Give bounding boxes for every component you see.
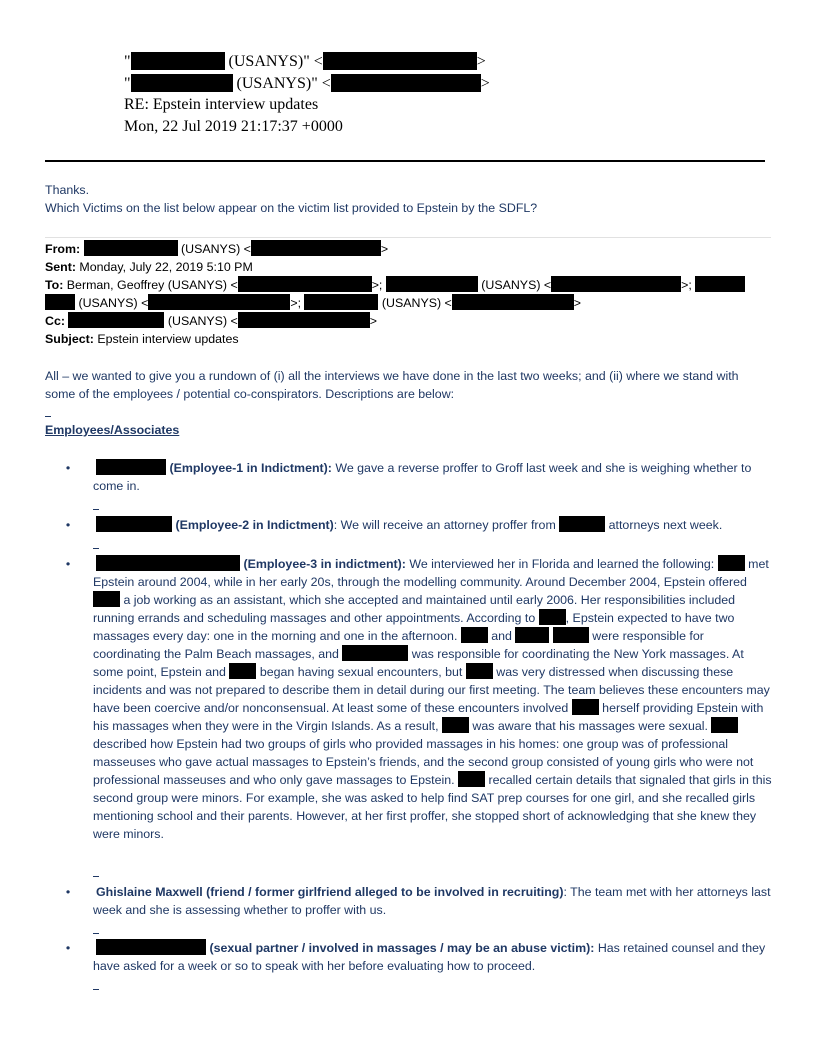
- redaction-bar: [84, 240, 178, 256]
- header-date-value: Mon, 22 Jul 2019 21:17:37 +0000: [124, 118, 343, 135]
- list-item-body: Has retained counsel and they have asked for a week or so to speak with her before evaluating how to proceed.: [93, 941, 766, 973]
- redaction-bar: [323, 52, 477, 70]
- list-item-label: Ghislaine Maxwell (friend / former girlfriend alleged to be involved in recruiting): [96, 885, 564, 899]
- quoted-subject-value: Epstein interview updates: [93, 332, 239, 346]
- redaction-bar: [45, 294, 75, 310]
- redaction-bar: [718, 555, 745, 571]
- redaction-bar: [695, 276, 745, 292]
- redaction-bar: [131, 52, 225, 70]
- quoted-from-org: (USANYS) <: [177, 242, 251, 256]
- angle-close: >: [380, 242, 389, 256]
- redaction-bar: [442, 717, 469, 733]
- redaction-bar: [539, 609, 566, 625]
- spacer-mark: [93, 509, 99, 510]
- list-item-body: : We will receive an attorney proffer from: [333, 518, 560, 532]
- list-item-body: We interviewed her in Florida and learned the following:: [405, 557, 718, 571]
- quote-mark: ": [124, 53, 131, 70]
- list-item-body: were responsible for coordinating the Palm Beach massages, and: [93, 629, 704, 661]
- redaction-bar: [304, 294, 378, 310]
- intro-paragraph: All – we wanted to give you a rundown of (i) all the interviews we have done in the last two weeks; and (ii) where we stand with some of the employees / potential co-conspirators. Descriptions are below:: [45, 369, 739, 401]
- list-item-body: : The team met with her attorneys last week and she is assessing whether to proffer with us.: [93, 885, 771, 917]
- list-item-body: attorneys next week.: [605, 518, 723, 532]
- list-item-body: was very distressed when discussing these incidents and was not prepared to describe them in detail during our first meeting. The team believes these encounters may have been coercive and/or nonconsensual. At least some of these encounters involved: [93, 665, 770, 715]
- quoted-sent-row: [45, 258, 771, 276]
- redaction-bar: [93, 591, 120, 607]
- header-to-value: [124, 74, 490, 93]
- spacer-mark: [93, 548, 99, 549]
- redaction-bar: [452, 294, 574, 310]
- redaction-bar: [96, 459, 166, 475]
- redaction-bar: [553, 627, 589, 643]
- quoted-to-recipient: Berman, Geoffrey (USANYS) <: [63, 278, 238, 292]
- spacer-mark: [45, 416, 51, 417]
- quoted-to-org: (USANYS) <: [75, 296, 149, 310]
- quoted-to-label: To:: [45, 278, 64, 292]
- list-item-body: was aware that his massages were sexual.: [468, 719, 712, 733]
- redaction-bar: [251, 240, 381, 256]
- quoted-sent-label: Sent:: [45, 260, 76, 274]
- redaction-bar: [131, 74, 233, 92]
- redaction-bar: [711, 717, 738, 733]
- redaction-bar: [238, 312, 370, 328]
- reply-line-1: Thanks.: [45, 183, 90, 197]
- header-to-org: (USANYS)" <: [232, 75, 331, 92]
- angle-close: >: [573, 296, 582, 310]
- redaction-bar: [386, 276, 478, 292]
- quoted-from-label: From:: [45, 242, 81, 256]
- redaction-bar: [238, 276, 372, 292]
- quoted-cc-row: [45, 312, 771, 330]
- list-item-body: described how Epstein had two groups of girls who provided massages in his homes: one group was of professional masseuses who gave actual massages to Epstein’s friends, and the second group consisted of young girls who were not professional masseuses and who only gave massages to Epstein.: [93, 737, 754, 787]
- header-subject-value: RE: Epstein interview updates: [124, 96, 319, 113]
- redaction-bar: [148, 294, 290, 310]
- list-item-label: (Employee-2 in Indictment): [172, 518, 334, 532]
- quoted-subject-label: Subject:: [45, 332, 94, 346]
- redaction-bar: [96, 939, 206, 955]
- redaction-bar: [466, 663, 493, 679]
- bullet-dot: •: [65, 941, 71, 955]
- angle-close: >: [480, 75, 490, 92]
- list-item-body: met Epstein around 2004, while in her early 20s, through the modelling community. Around December 2004, Epstein offered: [93, 557, 769, 589]
- bullet-dot: •: [65, 557, 71, 571]
- list-item-body: herself providing Epstein with his massages when they were in the Virgin Islands. As a result,: [93, 701, 764, 733]
- list-item-label: (Employee-3 in indictment):: [240, 557, 406, 571]
- quoted-cc-label: Cc:: [45, 314, 65, 328]
- angle-close: >: [369, 314, 377, 328]
- section-heading-text: Employees/Associates: [45, 423, 180, 437]
- quoted-from-row: [45, 240, 771, 258]
- reply-line-2: Which Victims on the list below appear on the victim list provided to Epstein by the SDFL?: [45, 201, 538, 215]
- quoted-to-org: (USANYS) <: [378, 296, 452, 310]
- quote-mark: ": [124, 75, 131, 92]
- bullet-dot: •: [65, 518, 71, 532]
- list-item-body: recalled certain details that signaled that girls in this second group were minors. For example, she was asked to help find SAT prep courses for one girl, and she recalled girls mentioning school and their parents. However, at her first proffer, she stopped short of acknowledging that she knew they were minors.: [93, 773, 772, 841]
- redaction-bar: [515, 627, 549, 643]
- quoted-to-row: [45, 276, 771, 312]
- redaction-bar: [96, 555, 240, 571]
- list-item-body: and: [487, 629, 516, 643]
- quoted-cc-org: (USANYS) <: [164, 314, 238, 328]
- reply-body: [45, 181, 771, 217]
- bullet-dot: •: [65, 461, 71, 475]
- separator: >;: [681, 278, 696, 292]
- redaction-bar: [331, 74, 481, 92]
- redaction-bar: [551, 276, 681, 292]
- redaction-bar: [229, 663, 256, 679]
- angle-close: >: [476, 53, 486, 70]
- quoted-header: [45, 240, 771, 348]
- redaction-bar: [342, 645, 408, 661]
- list-item-text: [93, 516, 773, 534]
- list-item-text: [93, 939, 773, 975]
- separator: >;: [371, 278, 386, 292]
- list-item-body: a job working as an assistant, which she accepted and maintained until early 2006. Her responsibilities included running errands and scheduling massages and other appointments. According to: [93, 593, 736, 625]
- separator: >;: [290, 296, 305, 310]
- list-item-text: [93, 883, 773, 919]
- list-item-body: , Epstein expected to have two massages every day: one in the morning and one in the afternoon.: [93, 611, 735, 643]
- list-item-text: [93, 555, 773, 843]
- quoted-subject-row: [45, 330, 771, 348]
- redaction-bar: [458, 771, 485, 787]
- list-item-body: We gave a reverse proffer to Groff last week and she is weighing whether to come in.: [93, 461, 752, 493]
- redaction-bar: [68, 312, 164, 328]
- list-item-body: was responsible for coordinating the New York massages. At some point, Epstein and: [93, 647, 744, 679]
- quote-divider: [45, 237, 771, 238]
- redaction-bar: [96, 516, 172, 532]
- redaction-bar: [572, 699, 599, 715]
- list-item-text: [93, 459, 773, 495]
- spacer-mark: [93, 989, 99, 990]
- header-from-org: (USANYS)" <: [224, 53, 323, 70]
- spacer-mark: [93, 876, 99, 877]
- section-heading: [45, 421, 771, 439]
- list-item-label: (sexual partner / involved in massages / may be an abuse victim):: [206, 941, 595, 955]
- spacer-mark: [93, 933, 99, 934]
- header-from-value: [124, 52, 486, 71]
- redaction-bar: [461, 627, 488, 643]
- quoted-sent-value: Monday, July 22, 2019 5:10 PM: [75, 260, 253, 274]
- bullet-dot: •: [65, 885, 71, 899]
- quoted-to-org: (USANYS) <: [477, 278, 552, 292]
- list-item-body: began having sexual encounters, but: [256, 665, 466, 679]
- list-item-label: (Employee-1 in Indictment):: [166, 461, 332, 475]
- redaction-bar: [559, 516, 605, 532]
- header-divider: [45, 160, 765, 162]
